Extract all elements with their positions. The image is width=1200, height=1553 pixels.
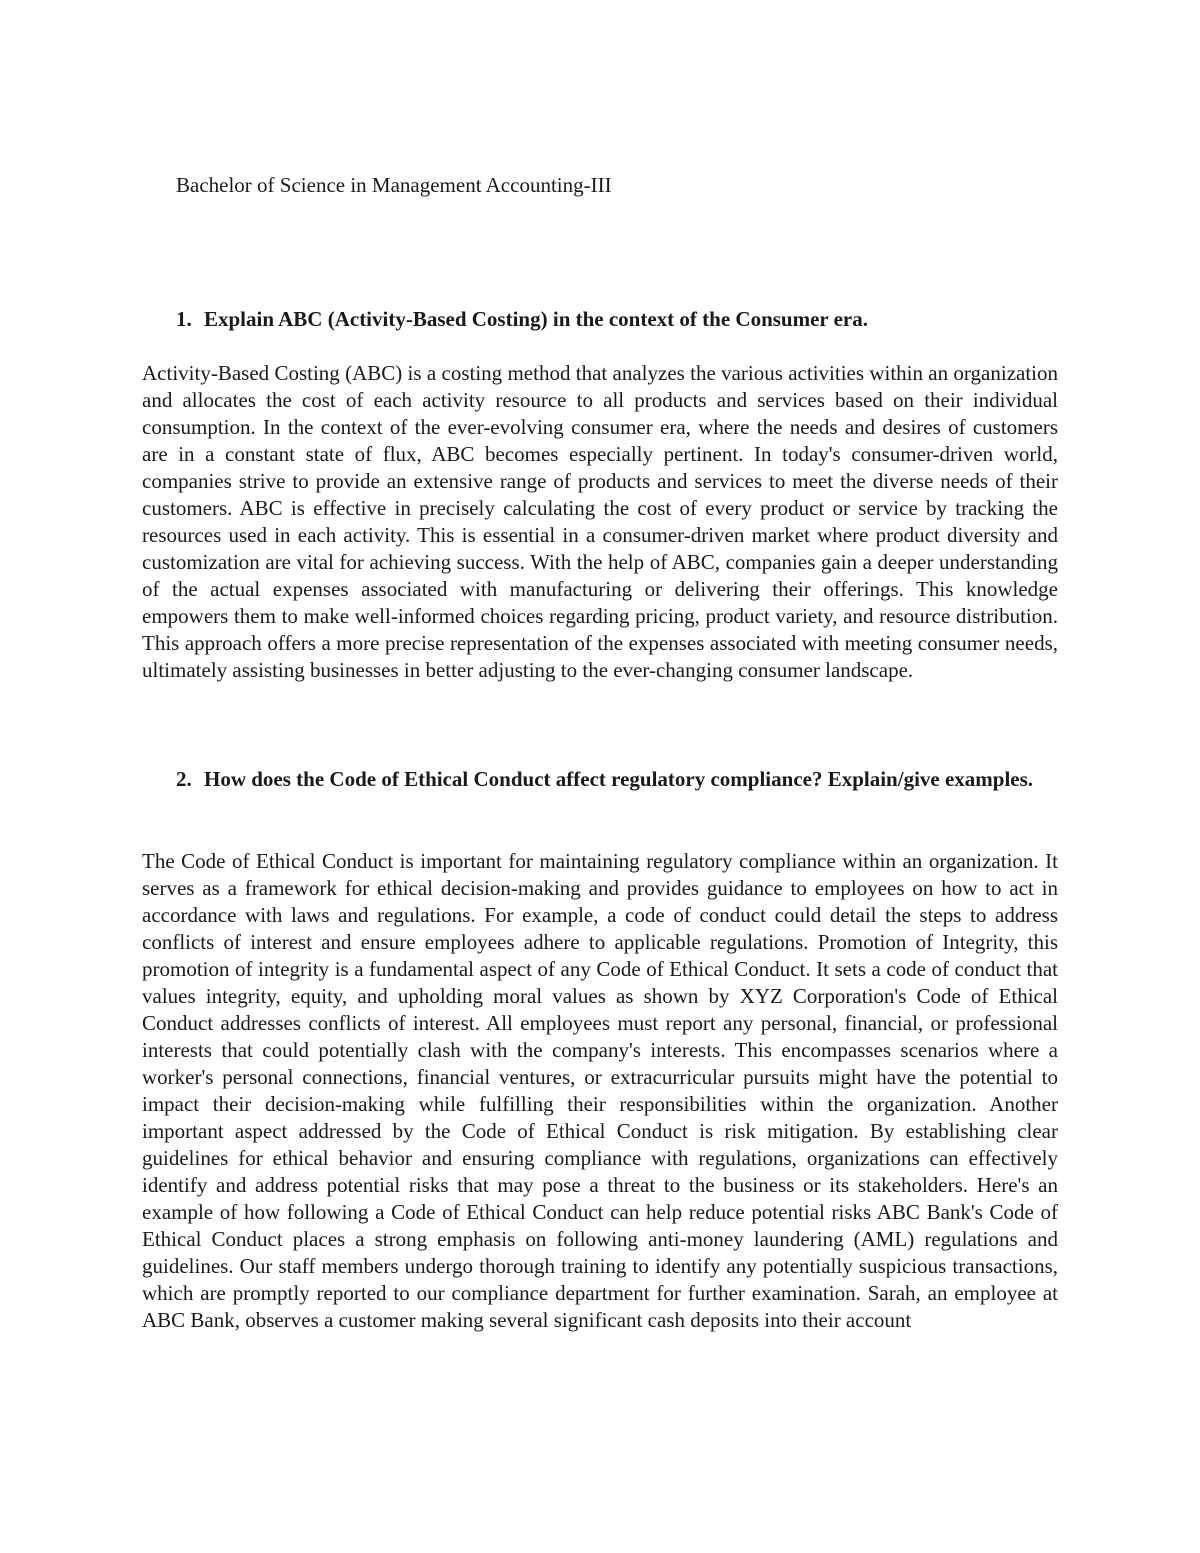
question-1 — [176, 306, 1056, 333]
question-2-text: How does the Code of Ethical Conduct affect regulatory compliance? Explain/give examples. — [204, 767, 1034, 791]
question-2 — [176, 766, 1056, 793]
document-header: Bachelor of Science in Management Accounting-III — [176, 173, 612, 197]
answer-1-paragraph: Activity-Based Costing (ABC) is a costing method that analyzes the various activities within an organization and allocates the cost of each activity resource to all products and services based on their individual consumption. In the context of the ever-evolving consumer era, where the needs and desires of customers are in a constant state of flux, ABC becomes especially pertinent. In today's consumer-driven world, companies strive to provide an extensive range of products and services to meet the diverse needs of their customers. ABC is effective in precisely calculating the cost of every product or service by tracking the resources used in each activity. This is essential in a consumer-driven market where product diversity and customization are vital for achieving success. With the help of ABC, companies gain a deeper understanding of the actual expenses associated with manufacturing or delivering their offerings. This knowledge empowers them to make well-informed choices regarding pricing, product variety, and resource distribution. This approach offers a more precise representation of the expenses associated with meeting consumer needs, ultimately assisting businesses in better adjusting to the ever-changing consumer landscape. — [142, 361, 1058, 682]
answer-2-paragraph: The Code of Ethical Conduct is important for maintaining regulatory compliance within an organization. It serves as a framework for ethical decision-making and provides guidance to employees on how to act in accordance with laws and regulations. For example, a code of conduct could detail the steps to address conflicts of interest and ensure employees adhere to applicable regulations. Promotion of Integrity, this promotion of integrity is a fundamental aspect of any Code of Ethical Conduct. It sets a code of conduct that values integrity, equity, and upholding moral values as shown by XYZ Corporation's Code of Ethical Conduct addresses conflicts of interest. All employees must report any personal, financial, or professional interests that could potentially clash with the company's interests. This encompasses scenarios where a worker's personal connections, financial ventures, or extracurricular pursuits might have the potential to impact their decision-making while fulfilling their responsibilities within the organization. Another important aspect addressed by the Code of Ethical Conduct is risk mitigation. By establishing clear guidelines for ethical behavior and ensuring compliance with regulations, organizations can effectively identify and address potential risks that may pose a threat to the business or its stakeholders. Here's an example of how following a Code of Ethical Conduct can help reduce potential risks ABC Bank's Code of Ethical Conduct places a strong emphasis on following anti-money laundering (AML) regulations and guidelines. Our staff members undergo thorough training to identify any potentially suspicious transactions, which are promptly reported to our compliance department for further examination. Sarah, an employee at ABC Bank, observes a customer making several significant cash deposits into their account — [142, 849, 1058, 1332]
question-2-number: 2. — [176, 767, 192, 791]
question-1-text: Explain ABC (Activity-Based Costing) in the context of the Consumer era. — [204, 307, 869, 331]
question-1-number: 1. — [176, 307, 192, 331]
